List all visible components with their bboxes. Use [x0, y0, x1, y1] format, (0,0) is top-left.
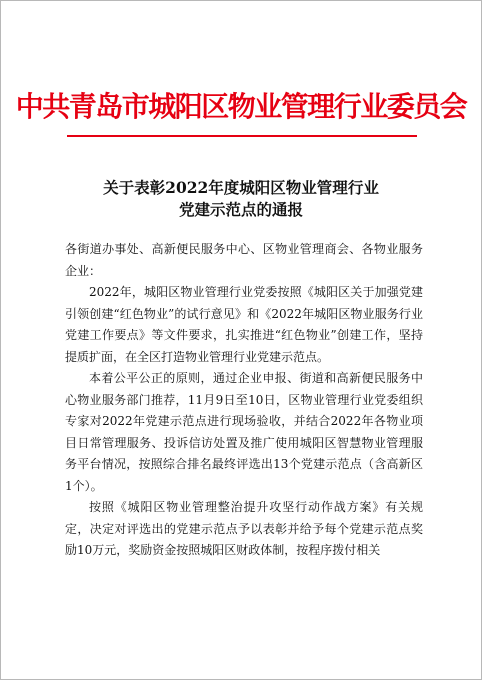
salutation: 各街道办事处、高新便民服务中心、区物业管理商会、各物业服务企业： — [65, 242, 423, 278]
body-paragraph-2: 本着公平公正的原则，通过企业申报、街道和高新便民服务中心物业服务部门推荐，11月9日至10日，区物业管理行业党委组织专家对2022年党建示范点进行现场验收，并结合2022年各物业项目日常管理服务、投诉信访处置及推广使用城阳区智慧物业管理服务平台情况，按照综合排名最终评选出13个党建示范点（含高新区1个）。 — [65, 371, 423, 493]
document-title-line-1: 关于表彰2022年度城阳区物业管理行业 — [103, 178, 379, 197]
document-body — [65, 239, 423, 562]
document-title-line-2: 党建示范点的通报 — [178, 200, 303, 219]
letterhead: 中共青岛市城阳区物业管理行业委员会 — [15, 90, 467, 123]
body-paragraph-3: 按照《城阳区物业管理整治提升攻坚行动作战方案》有关规定，决定对评选出的党建示范点予以表彰并给予每个党建示范点奖励10万元，奖励资金按照城阳区财政体制，按程序拨付相关 — [65, 500, 423, 557]
letterhead-divider — [67, 135, 417, 137]
body-paragraph-1: 2022年，城阳区物业管理行业党委按照《城阳区关于加强党建引领创建“红色物业”的试行意见》和《2022年城阳区物业服务行业党建工作要点》等文件要求，扎实推进“红色物业”创建工作，坚持提质扩面，在全区打造物业管理行业党建示范点。 — [65, 285, 423, 364]
